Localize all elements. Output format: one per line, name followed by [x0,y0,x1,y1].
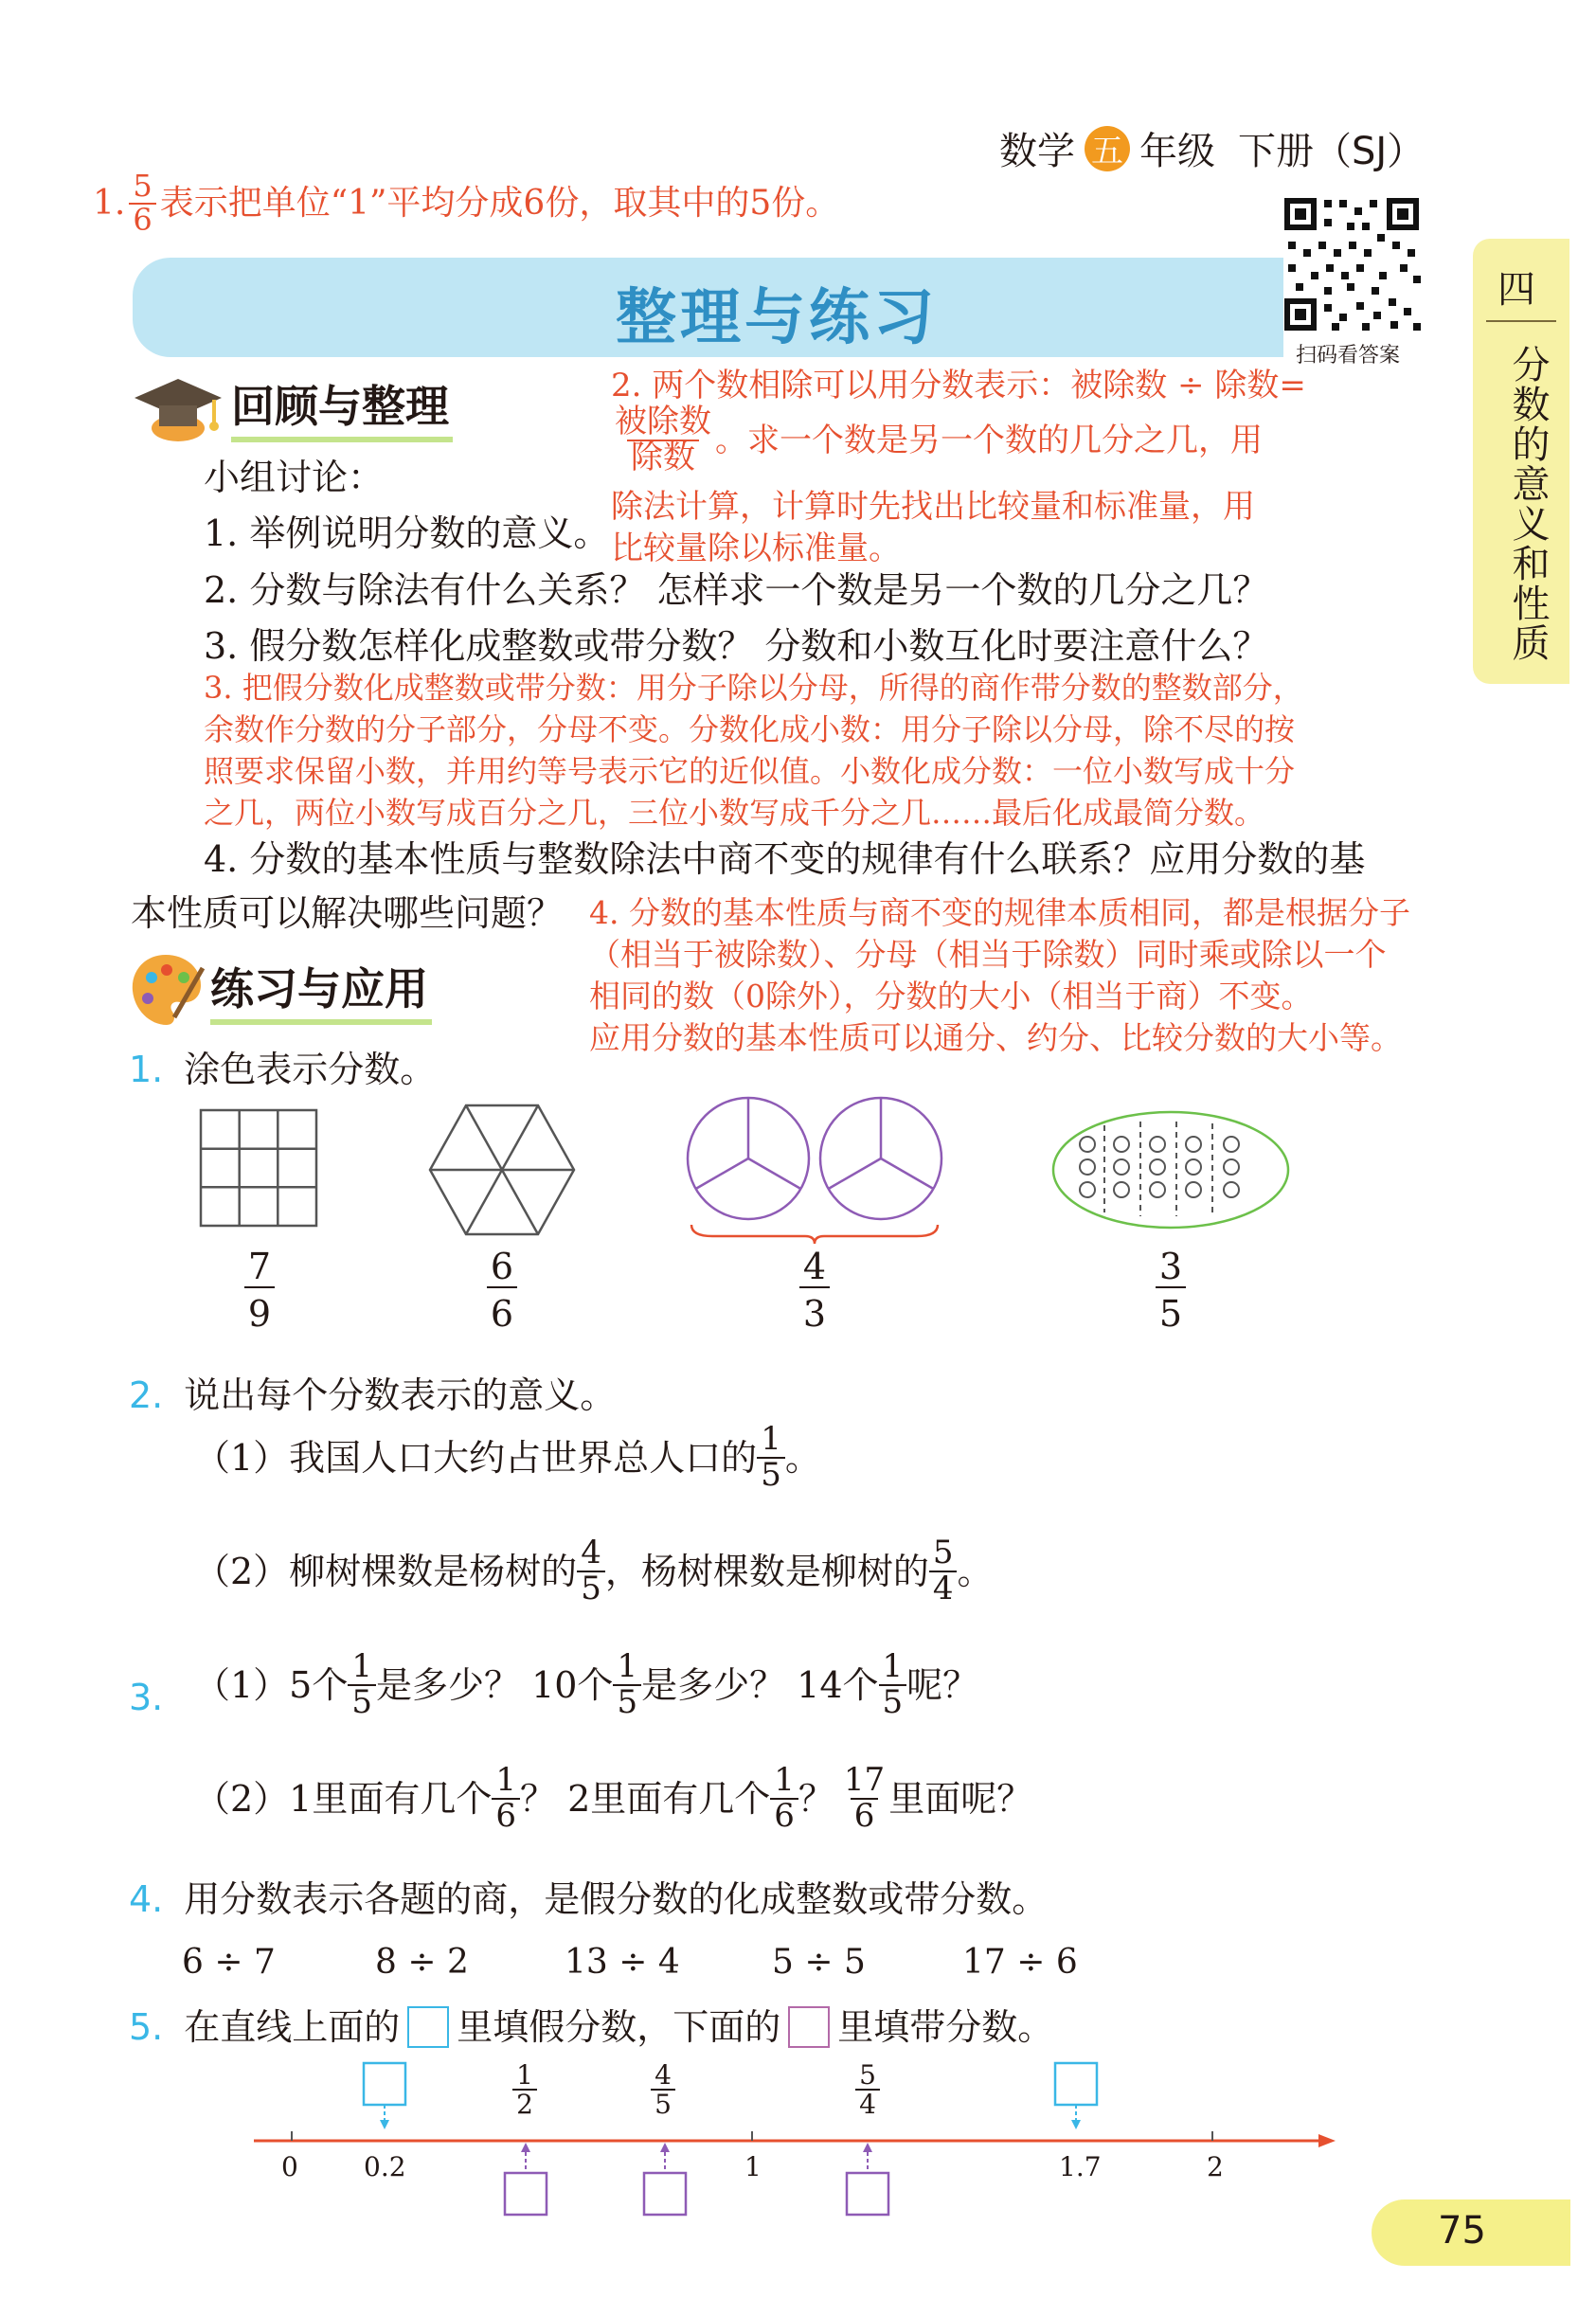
answer-1-fraction: $\frac{5}{6}$ [129,171,155,236]
review-intro: 小组讨论： [204,457,385,498]
exercise-2-text: 说出每个分数表示的意义。 [184,1374,617,1416]
number-line-fraction: $\frac{1}{2}$ [508,2061,542,2119]
review-heading-text: 回顾与整理 [231,372,453,442]
review-heading [131,369,453,445]
exercise-1-text: 涂色表示分数。 [184,1049,437,1090]
qr-icon [1281,194,1423,334]
chapter-title: 分数的意义和性质 [1506,345,1550,663]
purple-box-marker [788,2006,830,2048]
review-question-4-line-2: 本性质可以解决哪些问题？ [131,892,564,934]
grid-3x3-shape[interactable] [199,1108,318,1228]
exercise-2-part-1: （1）我国人口大约占世界总人口的 $\frac{1}{5}$ 。 [194,1420,821,1494]
exercise-5-number: 5. [129,2006,164,2048]
ex1-fraction-circles: $\frac{4}{3}$ [796,1248,834,1334]
axis-arrow [1318,2134,1336,2147]
ex1-fraction-ellipse: $\frac{3}{5}$ [1152,1248,1190,1334]
axis-label: 2 [1207,2151,1224,2182]
answer-box-top[interactable] [1055,2063,1097,2129]
answer-2-line-4: 比较量除以标准量。 [611,530,901,567]
exercise-4-text: 用分数表示各题的商，是假分数的化成整数或带分数。 [184,1878,1049,1920]
two-circles-shape[interactable] [684,1094,947,1246]
answer-2-fraction-row: $\frac{\text{被除数}}{\text{除数}}$ 。求一个数是另一个数的几分之几，用 [611,405,1263,475]
answer-3-line-2: 余数作分数的分子部分，分母不变。分数化成小数：用分子除以分母，除不尽的按 [204,711,1296,747]
answer-box-bottom[interactable] [644,2143,686,2215]
answer-4-line-2: （相当于被除数）、分母（相当于除数）同时乘或除以一个 [589,936,1387,973]
exercise-2-number: 2. [129,1374,164,1416]
ellipse-dots-shape[interactable] [1049,1108,1292,1231]
axis-label: 1.7 [1059,2151,1102,2182]
exercise-4-number: 4. [129,1878,164,1920]
answer-box-bottom[interactable] [505,2143,547,2215]
header-grade: 年级 [1139,130,1215,173]
exercise-5: 5. 在直线上面的 里填假分数，下面的 里填带分数。 [129,2006,1054,2048]
answer-qr-code[interactable] [1281,194,1423,334]
review-question-2: 2. 分数与除法有什么关系？ 怎样求一个数是另一个数的几分之几？ [204,569,1269,611]
answer-box-top[interactable] [364,2063,405,2129]
answer-3-line-3: 照要求保留小数，并用约等号表示它的近似值。小数化成分数：一位小数写成十分 [204,753,1296,789]
blue-box-marker [407,2006,449,2048]
answer-3-line-4: 之几，两位小数写成百分之几，三位小数写成千分之几……最后化成最简分数。 [204,795,1265,831]
hexagon-shape[interactable] [426,1103,578,1237]
chapter-divider [1486,320,1556,322]
exercise-4-item: 17 ÷ 6 [962,1943,1078,1982]
axis-label: 0.2 [364,2151,406,2182]
exercise-2-part-2: （2）柳树棵数是杨树的 $\frac{4}{5}$ ，杨树棵数是柳树的 $\frac{5}{4}$ 。 [194,1534,994,1607]
header-subject: 数学 [999,130,1075,173]
exercise-3-part-1: （1）5个 $\frac{1}{5}$ 是多少？ 10个 $\frac{1}{5}$ 是多少？ 14个 $\frac{1}{5}$ 呢？ [194,1647,979,1721]
exercise-4-item: 5 ÷ 5 [772,1943,866,1982]
answer-2-line-3: 除法计算，计算时先找出比较量和标准量，用 [611,488,1255,526]
qr-caption: 扫码看答案 [1296,344,1401,368]
practice-heading-text: 练习与应用 [210,955,432,1025]
answer-1: 1. $\frac{5}{6}$ 表示把单位“1”平均分成6份，取其中的5份。 [93,168,840,238]
header-volume: 下册（SJ） [1238,130,1426,173]
exercise-3-part-2: （2）1里面有几个 $\frac{1}{6}$ ？ 2里面有几个 $\frac{1}{6}$ ？ $\frac{17}{6}$ 里面呢？ [194,1761,1033,1835]
answer-2-line-1: 2. 两个数相除可以用分数表示：被除数 ÷ 除数= [611,367,1306,404]
axis-label: 0 [281,2151,298,2182]
answer-4-line-4: 应用分数的基本性质可以通分、约分、比较分数的大小等。 [589,1019,1402,1056]
answer-4-line-1: 4. 分数的基本性质与商不变的规律本质相同，都是根据分子 [589,894,1410,931]
review-question-1: 1. 举例说明分数的意义。 [204,512,610,554]
answer-3-line-1: 3. 把假分数化成整数或带分数：用分子除以分母，所得的商作带分数的整数部分， [204,670,1303,706]
exercise-4-item: 13 ÷ 4 [565,1943,680,1982]
practice-heading [125,949,432,1031]
section-title: 整理与练习 [616,283,938,353]
exercise-4-item: 8 ÷ 2 [375,1943,469,1982]
exercise-4-item: 6 ÷ 7 [182,1943,276,1982]
ex1-fraction-hexagon: $\frac{6}{6}$ [483,1248,521,1334]
ex1-fraction-grid: $\frac{7}{9}$ [241,1248,278,1334]
number-line [250,2056,1339,2235]
answer-4-line-3: 相同的数（0除外），分数的大小（相当于商）不变。 [589,978,1313,1014]
answer-2-fraction: $\frac{\text{被除数}}{\text{除数}}$ [615,403,711,476]
graduation-cap-icon [131,369,225,445]
palette-icon [125,949,206,1031]
page-number-badge [1372,2199,1570,2266]
answer-box-bottom[interactable] [847,2143,888,2215]
grade-badge: 五 [1085,126,1130,171]
exercise-1-number: 1. [129,1049,164,1090]
axis-label: 1 [744,2151,762,2182]
section-banner [133,258,1283,357]
exercise-4 [129,1878,1049,1920]
exercise-3-number: 3. [129,1677,164,1718]
review-question-3: 3. 假分数怎样化成整数或带分数？ 分数和小数互化时要注意什么？ [204,625,1269,667]
exercise-1 [129,1049,437,1090]
page-number: 75 [1438,2209,1486,2253]
number-line-fraction: $\frac{4}{5}$ [646,2061,680,2119]
chapter-number: 四 [1497,268,1535,312]
number-line-fraction: $\frac{5}{4}$ [851,2061,885,2119]
chapter-side-tab [1473,239,1569,684]
page-header [999,121,1425,175]
exercise-2 [129,1374,617,1416]
review-question-4-line-1: 4. 分数的基本性质与整数除法中商不变的规律有什么联系？应用分数的基 [204,838,1366,880]
